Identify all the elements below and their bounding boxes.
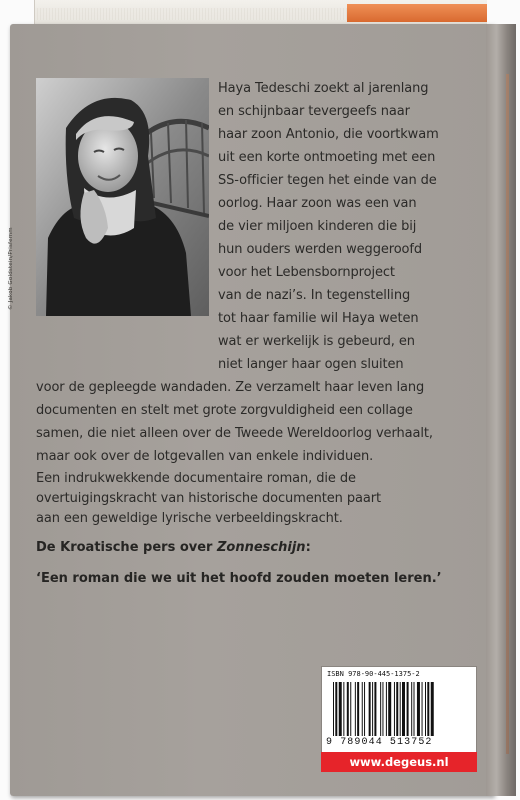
press-heading bbox=[36, 540, 311, 555]
blurb-line: uit een korte ontmoeting met een bbox=[218, 150, 436, 165]
blurb-line: en schijnbaar tevergeefs naar bbox=[218, 104, 410, 119]
barcode-bar bbox=[417, 682, 420, 736]
press-quote: ‘Een roman die we uit het hoofd zouden moeten leren.’ bbox=[36, 571, 442, 586]
summary-line: aan een geweldige lyrische verbeeldingskracht. bbox=[36, 511, 343, 526]
barcode-bar bbox=[425, 682, 426, 736]
summary-line: Een indrukwekkende documentaire roman, die de bbox=[36, 471, 356, 486]
book-spine bbox=[486, 24, 516, 796]
blurb-line: tot haar familie wil Haya weten bbox=[218, 311, 419, 326]
blurb-line: wat er werkelijk is gebeurd, en bbox=[218, 334, 415, 349]
blurb-line: oorlog. Haar zoon was een van bbox=[218, 196, 417, 211]
barcode-bar bbox=[380, 682, 381, 736]
publisher-website[interactable]: www.degeus.nl bbox=[321, 752, 477, 772]
barcode-bar bbox=[411, 682, 412, 736]
spine-streak bbox=[506, 74, 509, 754]
photo-credit: © Jakob Goldstein/Prisfemm bbox=[8, 227, 14, 310]
barcode-bar bbox=[362, 682, 363, 736]
page-edges bbox=[34, 0, 487, 26]
orange-bookmark-ribbon bbox=[347, 4, 487, 22]
press-heading-text: De Kroatische pers over bbox=[36, 540, 217, 555]
barcode-bar bbox=[402, 682, 405, 736]
blurb-line: maar ook over de lotgevallen van enkele individuen. bbox=[36, 449, 374, 464]
barcode-bar bbox=[339, 682, 342, 736]
barcode-bar bbox=[394, 682, 395, 736]
barcode-bar bbox=[431, 682, 434, 736]
barcode-bar bbox=[350, 682, 351, 736]
ean-digits: 9 789044 513752 bbox=[326, 737, 433, 748]
barcode-bar bbox=[357, 682, 359, 736]
barcode-bar bbox=[372, 682, 373, 736]
blurb-line: Haya Tedeschi zoekt al jarenlang bbox=[218, 81, 429, 96]
barcode-bar bbox=[422, 682, 423, 736]
author-photo-image bbox=[36, 78, 209, 316]
blurb-line: van de nazi’s. In tegenstelling bbox=[218, 288, 411, 303]
blurb-line: samen, die niet alleen over de Tweede Wereldoorlog verhaalt, bbox=[36, 426, 433, 441]
barcode-bar bbox=[369, 682, 371, 736]
blurb-line: documenten en stelt met grote zorgvuldigheid een collage bbox=[36, 403, 413, 418]
barcode-box bbox=[321, 666, 477, 766]
barcode-bar bbox=[382, 682, 383, 736]
blurb-line: de vier miljoen kinderen die bij bbox=[218, 219, 417, 234]
blurb-line: voor de gepleegde wandaden. Ze verzamelt haar leven lang bbox=[36, 380, 425, 395]
barcode-bar bbox=[355, 682, 356, 736]
barcode-bar bbox=[335, 682, 337, 736]
author-photo bbox=[36, 78, 209, 316]
summary-line: overtuigingskracht van historische documenten paart bbox=[36, 491, 381, 506]
blurb-line: niet langer haar ogen sluiten bbox=[218, 357, 404, 372]
press-book-title: Zonneschijn bbox=[217, 540, 306, 555]
press-heading-colon: : bbox=[305, 540, 311, 555]
barcode-bar bbox=[343, 682, 344, 736]
barcode-bar bbox=[364, 682, 365, 736]
barcode-bar bbox=[396, 682, 398, 736]
barcode-bar bbox=[374, 682, 376, 736]
barcode-bar bbox=[333, 682, 334, 736]
blurb-line: SS-officier tegen het einde van de bbox=[218, 173, 437, 188]
barcode-bar bbox=[407, 682, 409, 736]
blurb-line: haar zoon Antonio, die voortkwam bbox=[218, 127, 439, 142]
barcode-bar bbox=[414, 682, 415, 736]
barcode-bar bbox=[427, 682, 429, 736]
barcode-bar bbox=[386, 682, 387, 736]
blurb-line: voor het Lebensbornproject bbox=[218, 265, 395, 280]
barcode-bar bbox=[400, 682, 401, 736]
isbn-number: ISBN 978-90-445-1375-2 bbox=[327, 670, 420, 678]
barcode-bar bbox=[388, 682, 391, 736]
blurb-line: hun ouders werden weggeroofd bbox=[218, 242, 423, 257]
barcode-bar bbox=[347, 682, 349, 736]
barcode-bars bbox=[332, 682, 468, 736]
